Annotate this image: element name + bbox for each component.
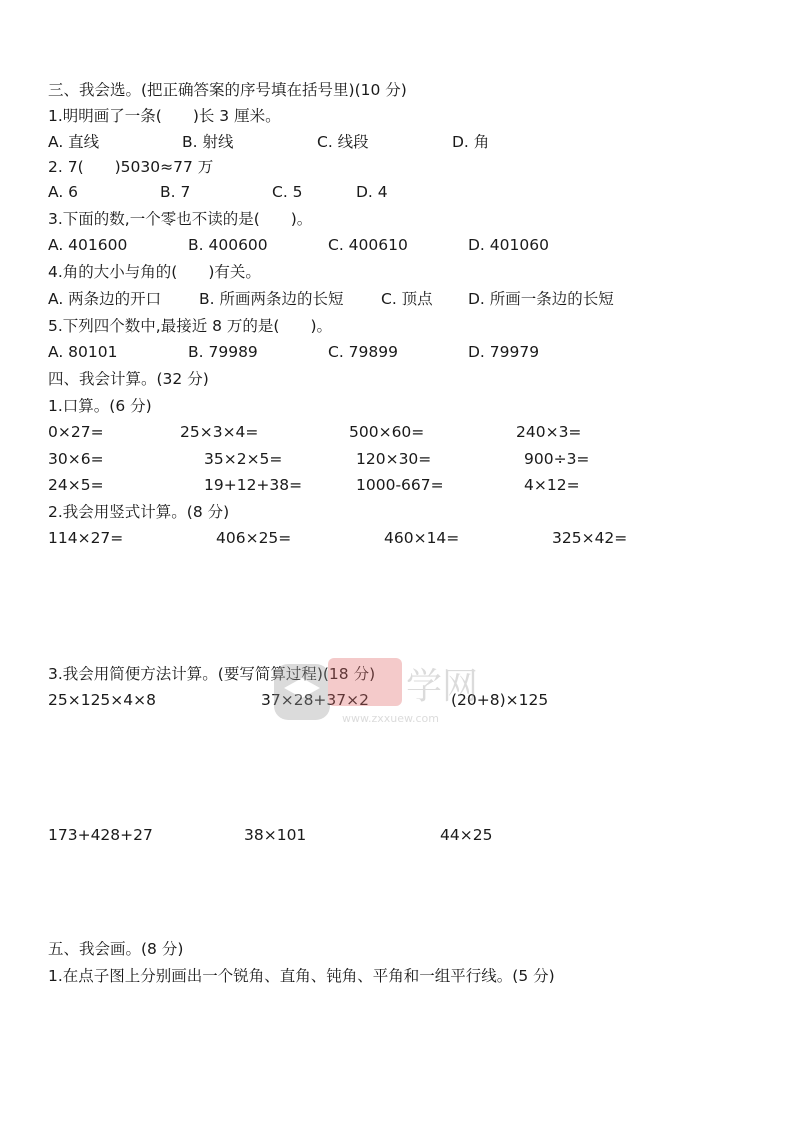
vertical-calc-item: 406×25= [216, 529, 292, 547]
q4-option-d: D. 所画一条边的长短 [468, 290, 614, 308]
q5-option-b: B. 79989 [188, 343, 258, 361]
section-5-heading: 五、我会画。(8 分) [48, 940, 184, 958]
q3-option-b: B. 400600 [188, 236, 268, 254]
oral-calc-item: 19+12+38= [204, 476, 303, 494]
q3-option-a: A. 401600 [48, 236, 128, 254]
drawing-question-1: 1.在点子图上分别画出一个锐角、直角、钝角、平角和一组平行线。(5 分) [48, 967, 555, 985]
q3-option-d: D. 401060 [468, 236, 549, 254]
q5-option-c: C. 79899 [328, 343, 398, 361]
vertical-calc-item: 460×14= [384, 529, 460, 547]
oral-calc-item: 900÷3= [524, 450, 590, 468]
q2-option-b: B. 7 [160, 183, 191, 201]
question-5-stem: 5.下列四个数中,最接近 8 万的是( )。 [48, 317, 333, 335]
vertical-calc-item: 114×27= [48, 529, 124, 547]
section-4-heading: 四、我会计算。(32 分) [48, 370, 209, 388]
simple-calc-item: 44×25 [440, 826, 493, 844]
section-3-heading: 三、我会选。(把正确答案的序号填在括号里)(10 分) [48, 81, 407, 99]
oral-calc-item: 30×6= [48, 450, 104, 468]
q5-option-d: D. 79979 [468, 343, 540, 361]
q1-option-a: A. 直线 [48, 133, 100, 151]
simple-calc-item: 173+428+27 [48, 826, 153, 844]
q1-option-b: B. 射线 [182, 133, 234, 151]
oral-calc-item: 1000-667= [356, 476, 444, 494]
oral-calc-item: 240×3= [516, 423, 582, 441]
q4-option-c: C. 顶点 [381, 290, 433, 308]
q1-option-c: C. 线段 [317, 133, 369, 151]
simple-calc-item: 37×28+37×2 [261, 691, 369, 709]
simple-calc-title: 3.我会用简便方法计算。(要写简算过程)(18 分) [48, 665, 376, 683]
question-3-stem: 3.下面的数,一个零也不读的是( )。 [48, 210, 313, 228]
oral-calc-item: 35×2×5= [204, 450, 283, 468]
vertical-calc-item: 325×42= [552, 529, 628, 547]
question-2-stem: 2. 7( )5030≈77 万 [48, 158, 214, 176]
oral-calc-item: 25×3×4= [180, 423, 259, 441]
watermark-text: 学网 [406, 666, 479, 707]
oral-calc-item: 500×60= [349, 423, 425, 441]
oral-calc-item: 0×27= [48, 423, 104, 441]
q3-option-c: C. 400610 [328, 236, 408, 254]
watermark-url: www.zxxuew.com [342, 712, 439, 725]
simple-calc-item: 25×125×4×8 [48, 691, 156, 709]
vertical-calc-title: 2.我会用竖式计算。(8 分) [48, 503, 230, 521]
oral-calc-item: 24×5= [48, 476, 104, 494]
q1-option-d: D. 角 [452, 133, 490, 151]
q4-option-a: A. 两条边的开口 [48, 290, 162, 308]
simple-calc-item: 38×101 [244, 826, 307, 844]
question-1-stem: 1.明明画了一条( )长 3 厘米。 [48, 107, 281, 125]
q5-option-a: A. 80101 [48, 343, 118, 361]
oral-calc-title: 1.口算。(6 分) [48, 397, 152, 415]
question-4-stem: 4.角的大小与角的( )有关。 [48, 263, 261, 281]
oral-calc-item: 120×30= [356, 450, 432, 468]
q4-option-b: B. 所画两条边的长短 [199, 290, 344, 308]
q2-option-c: C. 5 [272, 183, 303, 201]
simple-calc-item: (20+8)×125 [451, 691, 549, 709]
oral-calc-item: 4×12= [524, 476, 580, 494]
q2-option-d: D. 4 [356, 183, 388, 201]
q2-option-a: A. 6 [48, 183, 79, 201]
